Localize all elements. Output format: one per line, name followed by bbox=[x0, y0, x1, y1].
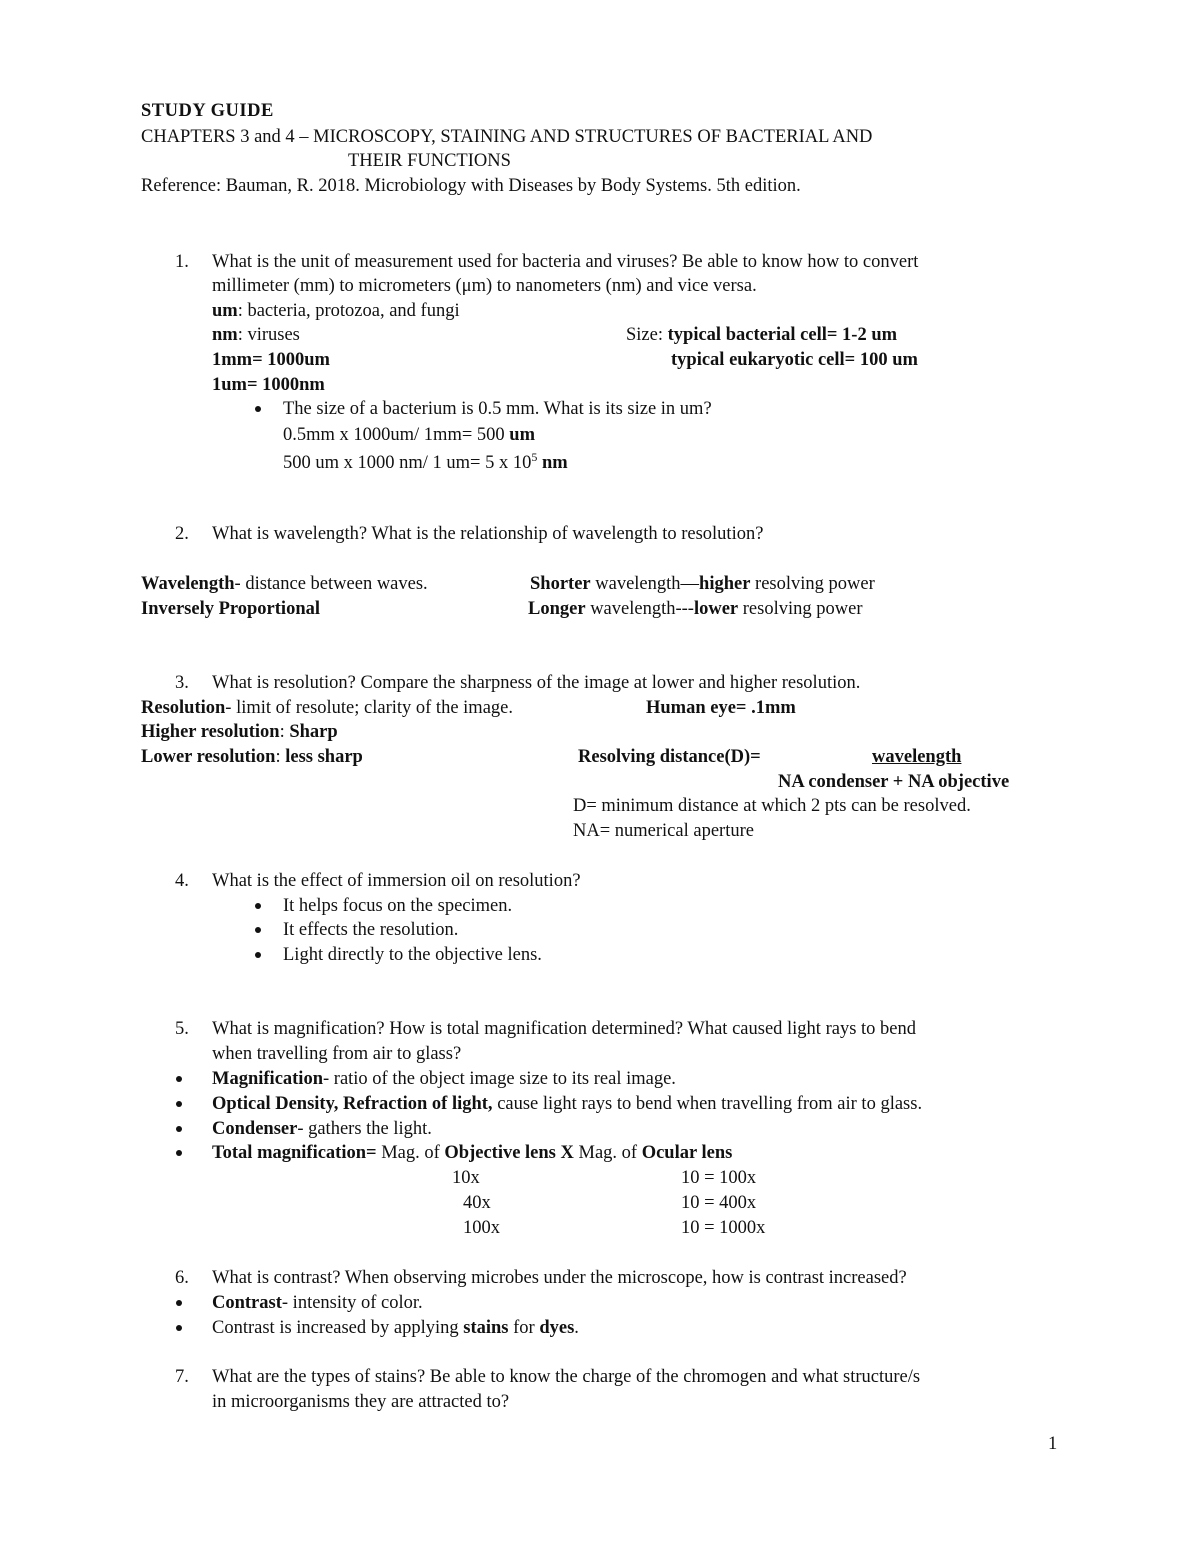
bullet-icon bbox=[176, 1076, 182, 1082]
q6-bullet-1 bbox=[212, 1294, 423, 1313]
optical-density-label: Optical Density, Refraction of light, bbox=[212, 1094, 493, 1114]
lower-word: lower bbox=[693, 599, 739, 619]
shorter-end: resolving power bbox=[750, 574, 875, 594]
q6-number: 6. bbox=[175, 1268, 189, 1288]
calc1-text: 0.5mm x 1000um/ 1mm= 500 bbox=[283, 425, 510, 445]
q5-line-2: when travelling from air to glass? bbox=[212, 1044, 462, 1064]
q4-question: What is the effect of immersion oil on resolution? bbox=[212, 871, 581, 891]
bullet-icon bbox=[255, 903, 261, 909]
higher-colon: : bbox=[279, 722, 290, 742]
mag-of-1: Mag. of bbox=[376, 1143, 445, 1163]
size-eukaryotic: typical eukaryotic cell= 100 um bbox=[671, 350, 918, 370]
lower-colon: : bbox=[275, 747, 286, 767]
q1-um-line bbox=[212, 302, 460, 321]
contrast-increased-text: Contrast is increased by applying bbox=[212, 1318, 464, 1338]
shorter-word: Shorter bbox=[530, 574, 591, 594]
inversely-proportional: Inversely Proportional bbox=[141, 599, 320, 619]
size-label: Size: bbox=[626, 325, 668, 345]
nm-text: : viruses bbox=[237, 325, 300, 345]
q1-nm-line bbox=[212, 326, 300, 345]
calc1-unit: um bbox=[509, 425, 535, 445]
bullet-icon bbox=[176, 1300, 182, 1306]
condenser-label: Condenser bbox=[212, 1119, 298, 1139]
chapters-line-2: THEIR FUNCTIONS bbox=[348, 151, 511, 171]
q7-line-1: What are the types of stains? Be able to know the charge of the chromogen and what structure/s bbox=[212, 1367, 921, 1387]
longer-mid: wavelength--- bbox=[585, 599, 694, 619]
q1-line-1: What is the unit of measurement used for bacteria and viruses? Be able to know how to convert bbox=[212, 252, 919, 272]
q4-bullet-2: It effects the resolution. bbox=[283, 920, 459, 940]
longer-end: resolving power bbox=[738, 599, 863, 619]
longer-word: Longer bbox=[528, 599, 586, 619]
q1-calc-1 bbox=[283, 426, 535, 445]
calc2-unit: nm bbox=[537, 453, 568, 474]
bullet-icon bbox=[176, 1325, 182, 1331]
reference-line: Reference: Bauman, R. 2018. Microbiology with Diseases by Body Systems. 5th edition. bbox=[141, 176, 801, 196]
formula-denominator: NA condenser + NA objective bbox=[778, 772, 1010, 792]
q5-bullet-2 bbox=[212, 1095, 922, 1114]
table-row: 10 = 100x bbox=[681, 1168, 757, 1188]
q3-resolution-line bbox=[141, 699, 513, 718]
q5-bullet-1 bbox=[212, 1070, 676, 1089]
dyes-word: dyes bbox=[539, 1318, 575, 1338]
chapters-line-1: CHAPTERS 3 and 4 – MICROSCOPY, STAINING AND STRUCTURES OF BACTERIAL AND bbox=[141, 127, 873, 147]
higher-value: Sharp bbox=[289, 722, 338, 742]
q1-bullet: The size of a bacterium is 0.5 mm. What is its size in um? bbox=[283, 399, 712, 419]
q4-bullet-3: Light directly to the objective lens. bbox=[283, 945, 542, 965]
mm-conversion: 1mm= 1000um bbox=[212, 350, 330, 370]
period: . bbox=[574, 1318, 579, 1338]
q6-question: What is contrast? When observing microbes under the microscope, how is contrast increased? bbox=[212, 1268, 907, 1288]
q7-line-2: in microorganisms they are attracted to? bbox=[212, 1392, 510, 1412]
document-title: STUDY GUIDE bbox=[141, 101, 274, 121]
na-definition: NA= numerical aperture bbox=[573, 821, 754, 841]
table-row: 10x bbox=[452, 1168, 480, 1188]
table-row: 100x bbox=[463, 1218, 500, 1238]
q3-higher-line bbox=[141, 723, 338, 742]
table-row: 10 = 400x bbox=[681, 1193, 757, 1213]
bullet-icon bbox=[255, 406, 261, 412]
um-label: um bbox=[212, 301, 238, 321]
q2-question: What is wavelength? What is the relationship of wavelength to resolution? bbox=[212, 524, 764, 544]
calc2-exponent: 5 bbox=[531, 450, 538, 464]
magnification-text: - ratio of the object image size to its real image. bbox=[323, 1069, 676, 1089]
um-text: : bacteria, protozoa, and fungi bbox=[237, 301, 460, 321]
q4-number: 4. bbox=[175, 871, 189, 891]
ocular-lens: Ocular lens bbox=[641, 1143, 733, 1163]
q1-calc-2 bbox=[283, 451, 568, 473]
q5-bullet-3 bbox=[212, 1120, 432, 1139]
page-number: 1 bbox=[1048, 1434, 1058, 1454]
total-magnification-label: Total magnification= bbox=[212, 1143, 377, 1163]
formula-numerator: wavelength bbox=[872, 747, 962, 767]
q5-number: 5. bbox=[175, 1019, 189, 1039]
q1-size-line bbox=[626, 326, 897, 345]
lower-resolution-label: Lower resolution bbox=[141, 747, 276, 767]
optical-density-text: cause light rays to bend when travelling from air to glass. bbox=[492, 1094, 923, 1114]
higher-word: higher bbox=[699, 574, 751, 594]
wavelength-text: - distance between waves. bbox=[234, 574, 428, 594]
d-definition: D= minimum distance at which 2 pts can be resolved. bbox=[573, 796, 971, 816]
q5-line-1: What is magnification? How is total magnification determined? What caused light rays to bend bbox=[212, 1019, 916, 1039]
calc2-text: 500 um x 1000 nm/ 1 um= 5 x 10 bbox=[283, 453, 532, 474]
higher-resolution-label: Higher resolution bbox=[141, 722, 280, 742]
contrast-text: - intensity of color. bbox=[281, 1293, 423, 1313]
um-conversion: 1um= 1000nm bbox=[212, 375, 325, 395]
bullet-icon bbox=[255, 952, 261, 958]
bullet-icon bbox=[255, 927, 261, 933]
q2-shorter-line bbox=[530, 575, 875, 594]
resolution-text: - limit of resolute; clarity of the image. bbox=[225, 698, 513, 718]
lower-value: less sharp bbox=[285, 747, 363, 767]
q7-number: 7. bbox=[175, 1367, 189, 1387]
size-bacterial: typical bacterial cell= 1-2 um bbox=[667, 325, 898, 345]
wavelength-label: Wavelength bbox=[141, 574, 235, 594]
shorter-mid: wavelength— bbox=[590, 574, 700, 594]
q6-bullet-2 bbox=[212, 1319, 579, 1338]
q1-number: 1. bbox=[175, 252, 189, 272]
mag-of-2: Mag. of bbox=[573, 1143, 642, 1163]
contrast-label: Contrast bbox=[212, 1293, 282, 1313]
resolution-label: Resolution bbox=[141, 698, 226, 718]
bullet-icon bbox=[176, 1150, 182, 1156]
stains-word: stains bbox=[463, 1318, 509, 1338]
table-row: 40x bbox=[463, 1193, 491, 1213]
q3-question: What is resolution? Compare the sharpness of the image at lower and higher resolution. bbox=[212, 673, 861, 693]
magnification-label: Magnification bbox=[212, 1069, 323, 1089]
objective-lens: Objective lens X bbox=[444, 1143, 574, 1163]
bullet-icon bbox=[176, 1101, 182, 1107]
q4-bullet-1: It helps focus on the specimen. bbox=[283, 896, 513, 916]
q2-wavelength-line bbox=[141, 575, 428, 594]
q3-lower-line bbox=[141, 748, 363, 767]
nm-label: nm bbox=[212, 325, 238, 345]
resolving-distance-label: Resolving distance(D)= bbox=[578, 747, 761, 767]
q2-number: 2. bbox=[175, 524, 189, 544]
bullet-icon bbox=[176, 1126, 182, 1132]
table-row: 10 = 1000x bbox=[681, 1218, 766, 1238]
human-eye: Human eye= .1mm bbox=[646, 698, 796, 718]
q3-number: 3. bbox=[175, 673, 189, 693]
condenser-text: - gathers the light. bbox=[297, 1119, 432, 1139]
q2-longer-line bbox=[528, 600, 862, 619]
for-word: for bbox=[508, 1318, 540, 1338]
q5-bullet-4 bbox=[212, 1144, 732, 1163]
q1-line-2: millimeter (mm) to micrometers (μm) to nanometers (nm) and vice versa. bbox=[212, 276, 757, 296]
